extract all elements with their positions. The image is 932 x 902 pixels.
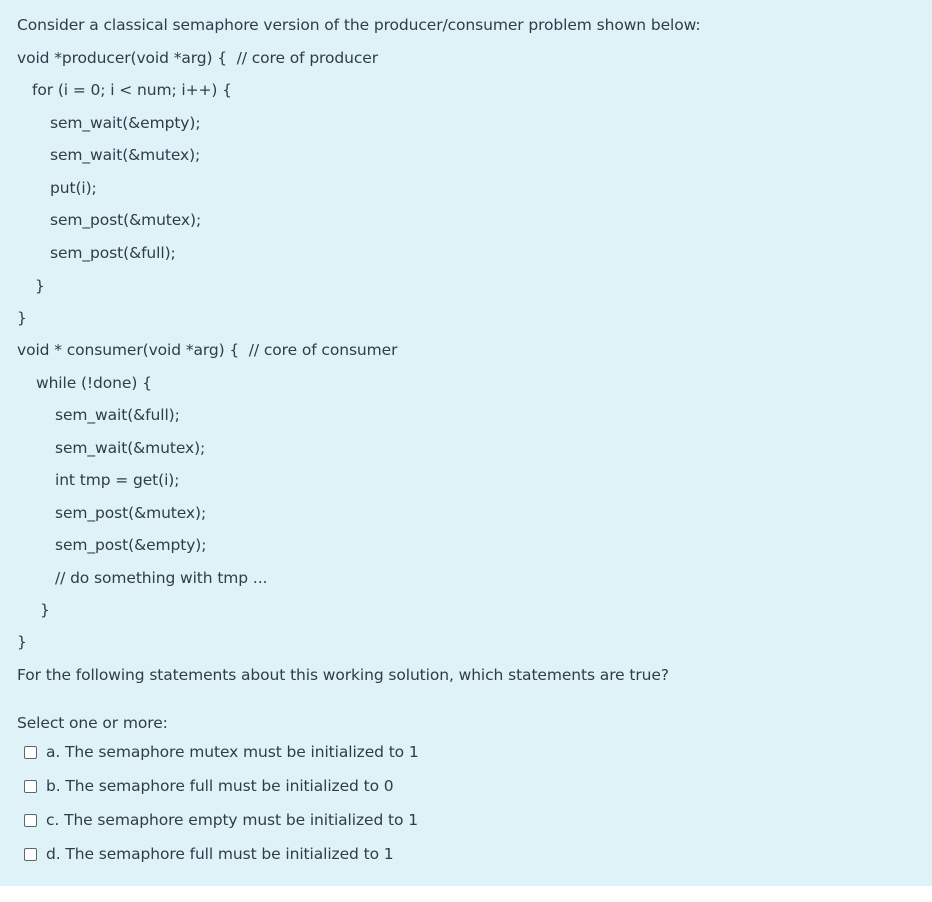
code-line: sem_wait(&mutex); bbox=[50, 146, 201, 164]
code-line: } bbox=[17, 633, 27, 651]
option-b-label: b. The semaphore full must be initialized to 0 bbox=[46, 777, 394, 795]
code-line: while (!done) { bbox=[36, 374, 152, 392]
code-line: sem_post(&empty); bbox=[55, 536, 207, 554]
code-line: int tmp = get(i); bbox=[55, 471, 180, 489]
code-line: put(i); bbox=[50, 179, 97, 197]
option-b[interactable] bbox=[24, 776, 394, 796]
checkbox-b[interactable] bbox=[24, 780, 37, 793]
checkbox-c[interactable] bbox=[24, 814, 37, 827]
question-intro: Consider a classical semaphore version of the producer/consumer problem shown below: bbox=[17, 16, 701, 34]
code-line: sem_wait(&full); bbox=[55, 406, 180, 424]
code-line: void * consumer(void *arg) { // core of consumer bbox=[17, 341, 398, 359]
code-line: sem_post(&full); bbox=[50, 244, 176, 262]
code-line: void *producer(void *arg) { // core of producer bbox=[17, 49, 378, 67]
code-line: sem_post(&mutex); bbox=[50, 211, 202, 229]
option-c[interactable] bbox=[24, 810, 418, 830]
select-instruction: Select one or more: bbox=[17, 714, 168, 732]
code-line: } bbox=[17, 309, 27, 327]
question-prompt: For the following statements about this working solution, which statements are true? bbox=[17, 666, 669, 684]
option-c-label: c. The semaphore empty must be initialized to 1 bbox=[46, 811, 418, 829]
code-line: sem_wait(&empty); bbox=[50, 114, 201, 132]
code-line: // do something with tmp ... bbox=[55, 569, 268, 587]
checkbox-d[interactable] bbox=[24, 848, 37, 861]
code-line: } bbox=[35, 277, 45, 295]
checkbox-a[interactable] bbox=[24, 746, 37, 759]
code-line: sem_post(&mutex); bbox=[55, 504, 207, 522]
option-d-label: d. The semaphore full must be initialized to 1 bbox=[46, 845, 394, 863]
option-d[interactable] bbox=[24, 844, 394, 864]
option-a[interactable] bbox=[24, 742, 419, 762]
option-a-label: a. The semaphore mutex must be initialized to 1 bbox=[46, 743, 419, 761]
code-line: sem_wait(&mutex); bbox=[55, 439, 206, 457]
code-line: } bbox=[40, 601, 50, 619]
code-line: for (i = 0; i < num; i++) { bbox=[32, 81, 232, 99]
